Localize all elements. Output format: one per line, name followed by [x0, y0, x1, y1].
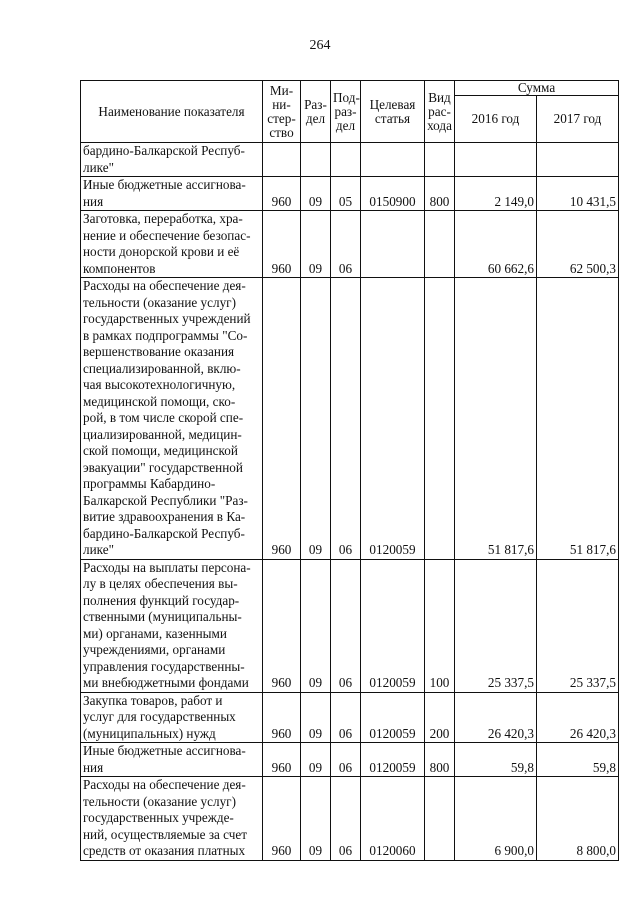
row-name: Расходы на обеспечение дея- тельности (оказание услуг) государственных учреждений в рамках подпрограммы "Со- вершенствование оказания специализированной, вклю- чая высокотехнологичную, медицинской помощи, ско- рой, в том числе скорой спе- циализированной, медицин- ской помощи, медицинской эвакуации" государственной программы Кабардино- Балкарской Республики "Раз- витие здравоохранения в Ка- бардино-Балкарской Респуб- лике" — [81, 278, 263, 560]
header-year-2017: 2017 год — [537, 96, 619, 143]
row-name: бардино-Балкарской Респуб- лике" — [81, 143, 263, 177]
row-name: Расходы на обеспечение дея- тельности (оказание услуг) государственных учрежде- ний, осуществляемые за счет средств от оказания платных — [81, 777, 263, 861]
row-subsection: 06 — [331, 692, 361, 743]
row-sum-2016: 51 817,6 — [455, 278, 537, 560]
row-subsection: 06 — [331, 559, 361, 692]
row-subsection — [331, 143, 361, 177]
row-sum-2017: 25 337,5 — [537, 559, 619, 692]
header-section: Раз- дел — [301, 81, 331, 143]
row-section — [301, 143, 331, 177]
row-expense-type: 100 — [425, 559, 455, 692]
row-expense-type: 800 — [425, 177, 455, 211]
row-name: Расходы на выплаты персона- лу в целях обеспечения вы- полнения функций государ- ственными (муниципальны- ми) органами, казенными учреждениями, органами управления государственны- ми внебюджетными фондами — [81, 559, 263, 692]
row-target: 0120059 — [361, 278, 425, 560]
row-subsection: 06 — [331, 743, 361, 777]
row-expense-type — [425, 211, 455, 278]
row-section: 09 — [301, 177, 331, 211]
row-sum-2017: 26 420,3 — [537, 692, 619, 743]
row-section: 09 — [301, 777, 331, 861]
row-sum-2017 — [537, 143, 619, 177]
row-section: 09 — [301, 211, 331, 278]
row-sum-2016: 60 662,6 — [455, 211, 537, 278]
row-sum-2017: 8 800,0 — [537, 777, 619, 861]
row-target — [361, 211, 425, 278]
header-expense-type: Вид рас- хода — [425, 81, 455, 143]
row-expense-type: 200 — [425, 692, 455, 743]
row-sum-2016 — [455, 143, 537, 177]
row-ministry: 960 — [263, 278, 301, 560]
row-expense-type — [425, 278, 455, 560]
row-name: Закупка товаров, работ и услуг для государственных (муниципальных) нужд — [81, 692, 263, 743]
row-ministry: 960 — [263, 559, 301, 692]
row-subsection: 05 — [331, 177, 361, 211]
header-ministry: Ми- ни- стер- ство — [263, 81, 301, 143]
header-subsection: Под- раз- дел — [331, 81, 361, 143]
table-body — [81, 143, 619, 861]
row-sum-2016: 25 337,5 — [455, 559, 537, 692]
table-row — [81, 777, 619, 861]
table-row — [81, 177, 619, 211]
row-expense-type — [425, 777, 455, 861]
budget-table — [80, 80, 619, 861]
row-ministry: 960 — [263, 177, 301, 211]
table-row — [81, 743, 619, 777]
row-name: Иные бюджетные ассигнова- ния — [81, 743, 263, 777]
row-subsection: 06 — [331, 777, 361, 861]
row-target: 0120060 — [361, 777, 425, 861]
row-target: 0120059 — [361, 559, 425, 692]
row-target: 0120059 — [361, 743, 425, 777]
header-name: Наименование показателя — [81, 81, 263, 143]
row-ministry: 960 — [263, 211, 301, 278]
row-sum-2017: 10 431,5 — [537, 177, 619, 211]
row-section: 09 — [301, 559, 331, 692]
row-ministry: 960 — [263, 743, 301, 777]
row-target — [361, 143, 425, 177]
row-target: 0150900 — [361, 177, 425, 211]
row-section: 09 — [301, 278, 331, 560]
table-row — [81, 278, 619, 560]
header-target: Целевая статья — [361, 81, 425, 143]
header-year-2016: 2016 год — [455, 96, 537, 143]
row-sum-2016: 2 149,0 — [455, 177, 537, 211]
row-subsection: 06 — [331, 211, 361, 278]
row-section: 09 — [301, 743, 331, 777]
row-sum-2016: 59,8 — [455, 743, 537, 777]
row-name: Заготовка, переработка, хра- нение и обеспечение безопас- ности донорской крови и её компонентов — [81, 211, 263, 278]
row-sum-2016: 26 420,3 — [455, 692, 537, 743]
page-number: 264 — [309, 38, 331, 53]
row-target: 0120059 — [361, 692, 425, 743]
row-sum-2017: 59,8 — [537, 743, 619, 777]
row-expense-type: 800 — [425, 743, 455, 777]
row-sum-2017: 62 500,3 — [537, 211, 619, 278]
table-row — [81, 559, 619, 692]
row-subsection: 06 — [331, 278, 361, 560]
row-ministry — [263, 143, 301, 177]
row-name: Иные бюджетные ассигнова- ния — [81, 177, 263, 211]
table-row — [81, 211, 619, 278]
row-sum-2017: 51 817,6 — [537, 278, 619, 560]
table-header — [81, 81, 619, 143]
header-sum: Сумма — [455, 81, 619, 96]
row-ministry: 960 — [263, 777, 301, 861]
row-section: 09 — [301, 692, 331, 743]
row-ministry: 960 — [263, 692, 301, 743]
row-sum-2016: 6 900,0 — [455, 777, 537, 861]
table-row — [81, 143, 619, 177]
table-row — [81, 692, 619, 743]
row-expense-type — [425, 143, 455, 177]
